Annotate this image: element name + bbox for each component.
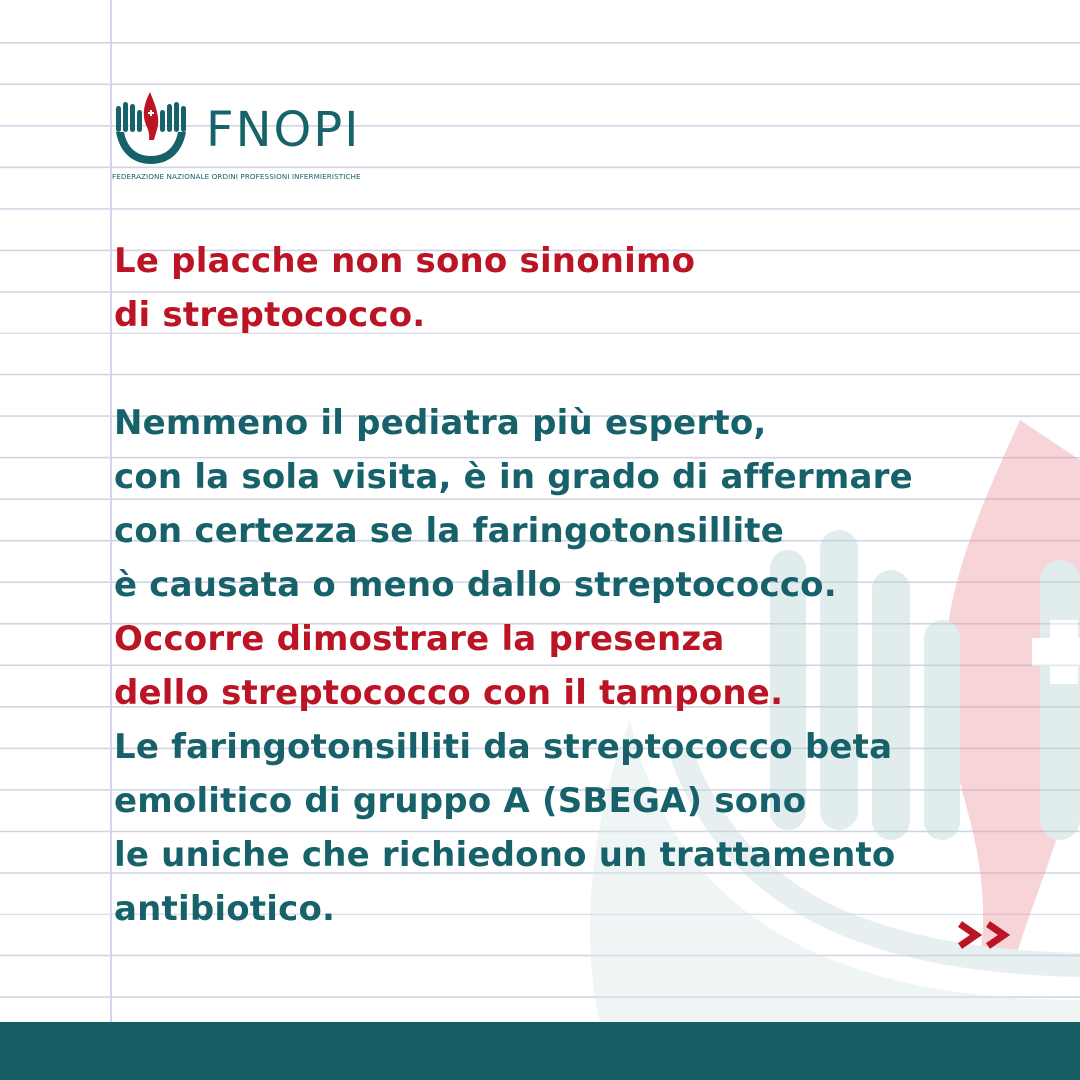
body-line: con certezza se la faringotonsillite	[114, 511, 785, 551]
hands-flame-logo-icon	[112, 92, 192, 168]
brand-name: FNOPI	[206, 102, 361, 158]
headline-line: di streptococco.	[114, 295, 426, 335]
body-line: con la sola visita, è in grado di affermare	[114, 457, 913, 497]
body-line: antibiotico.	[114, 889, 336, 929]
body-line: Nemmeno il pediatra più esperto,	[114, 403, 767, 443]
footer-bar	[0, 1022, 1080, 1080]
brand-subtitle: FEDERAZIONE NAZIONALE ORDINI PROFESSIONI INFERMIERISTICHE	[112, 172, 361, 181]
body-line: le uniche che richiedono un trattamento	[114, 835, 896, 875]
headline-line: Le placche non sono sinonimo	[114, 241, 696, 281]
double-chevron-right-icon[interactable]	[954, 919, 1018, 951]
body-line: emolitico di gruppo A (SBEGA) sono	[114, 781, 807, 821]
body-line: Le faringotonsilliti da streptococco beta	[114, 727, 893, 767]
highlight-line: Occorre dimostrare la presenza	[114, 619, 725, 659]
highlight-line: dello streptococco con il tampone.	[114, 673, 784, 713]
fnopi-logo	[112, 92, 412, 192]
body-line: è causata o meno dallo streptococco.	[114, 565, 837, 605]
paragraph-spacer	[114, 342, 1044, 396]
main-text	[114, 234, 1044, 936]
